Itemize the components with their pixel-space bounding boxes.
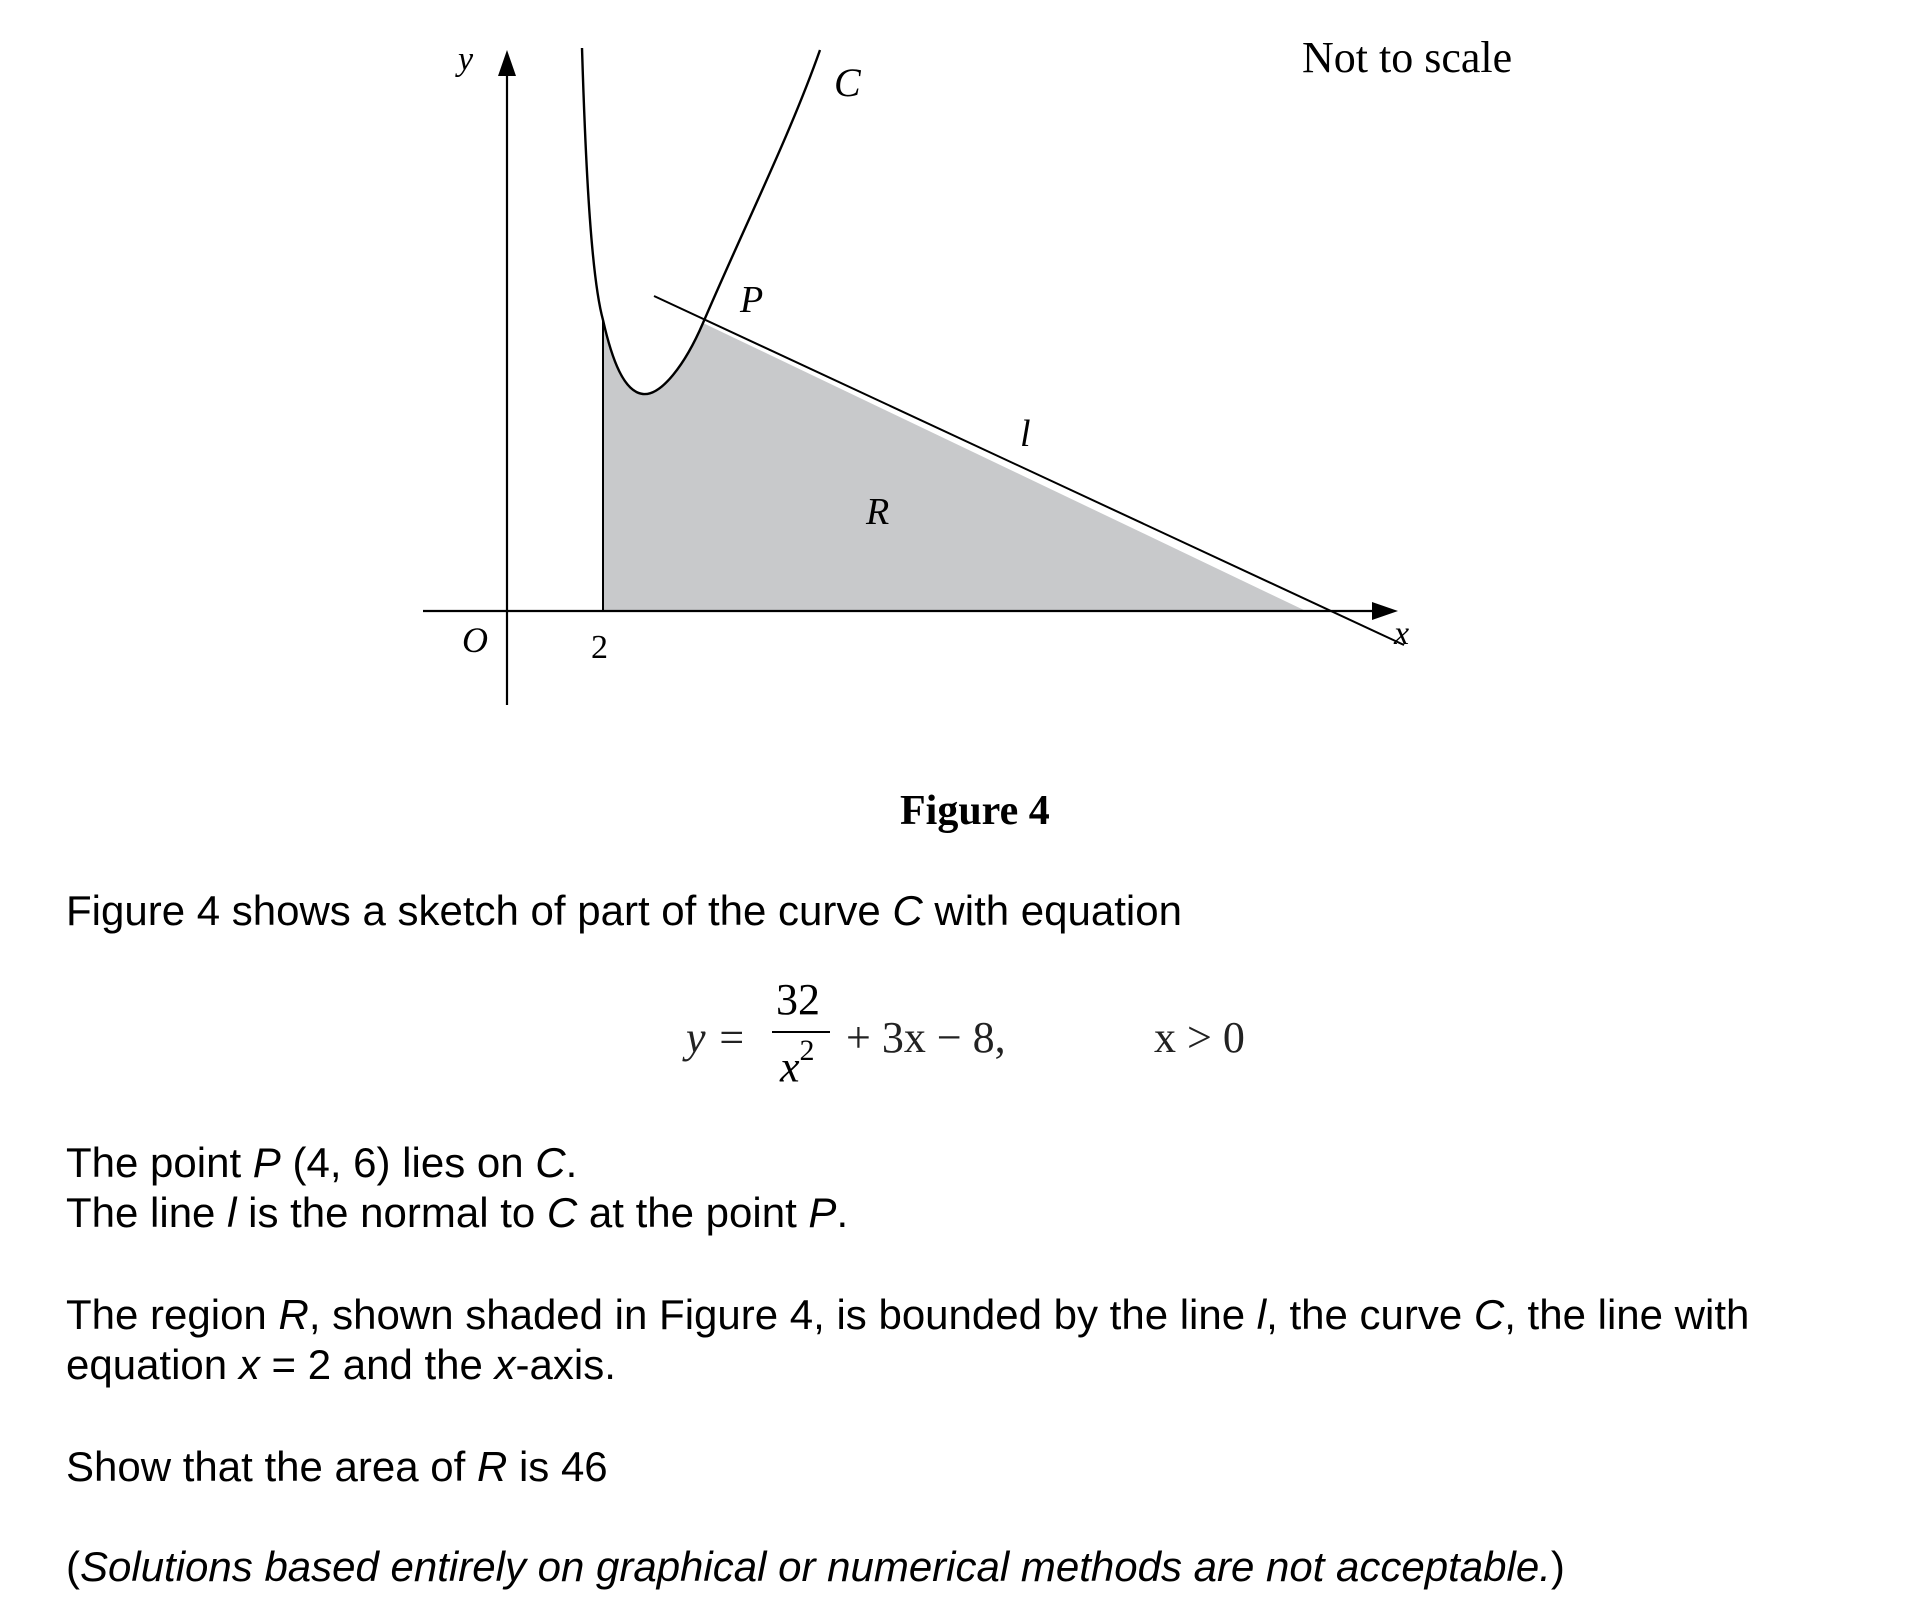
region1-var-c: C — [1473, 1291, 1505, 1338]
show-var-r: R — [476, 1443, 508, 1490]
curve-c-label: C — [834, 60, 861, 105]
line2-a: The line — [66, 1189, 228, 1236]
intro-text-b: with equation — [922, 887, 1182, 934]
tick-label-2: 2 — [591, 629, 608, 666]
region2-b: = 2 and the — [259, 1341, 495, 1388]
line2-c: at the point — [577, 1189, 809, 1236]
line1-a: The point — [66, 1139, 253, 1186]
region1-a: The region — [66, 1291, 279, 1338]
fraction-bar — [772, 1031, 830, 1033]
show-a: Show that the area of — [66, 1443, 477, 1490]
region-r — [603, 320, 1308, 612]
region-r-label: R — [866, 491, 890, 533]
denominator-var: x — [780, 1042, 800, 1092]
region2-c: -axis. — [515, 1341, 616, 1388]
region1-c: , the curve — [1266, 1291, 1474, 1338]
show-b: is 46 — [507, 1443, 608, 1490]
note-close: ) — [1550, 1543, 1565, 1590]
point-p-statement — [66, 1138, 577, 1188]
line2-b: is the normal to — [236, 1189, 547, 1236]
denominator-power: 2 — [799, 1034, 815, 1067]
region1-var-r: R — [278, 1291, 309, 1338]
intro-text — [66, 886, 1182, 936]
line2-var-p: P — [808, 1189, 837, 1236]
region1-d: , the line with — [1504, 1291, 1750, 1338]
not-to-scale-label: Not to scale — [1302, 33, 1513, 82]
region1-var-l: l — [1256, 1291, 1267, 1338]
region2-a: equation — [66, 1341, 239, 1388]
show-that-statement — [66, 1442, 608, 1492]
intro-text-a: Figure 4 shows a sketch of part of the curve — [66, 887, 893, 934]
origin-label: O — [462, 620, 488, 660]
region-statement-line1 — [66, 1290, 1749, 1340]
line1-b: (4, 6) lies on — [280, 1139, 536, 1186]
line1-var-c: C — [535, 1139, 566, 1186]
line2-var-l: l — [227, 1189, 237, 1236]
line1-var-p: P — [252, 1139, 281, 1186]
y-axis-label: y — [458, 41, 474, 78]
method-note — [66, 1542, 1565, 1592]
intro-var-c: C — [892, 887, 923, 934]
line2-d: . — [836, 1189, 849, 1236]
y-axis-arrow — [498, 50, 516, 76]
line1-c: . — [565, 1139, 578, 1186]
line2-var-c: C — [546, 1189, 578, 1236]
equation-domain: x > 0 — [1154, 1013, 1245, 1062]
region-statement-line2 — [66, 1340, 616, 1390]
region2-var-x2: x — [494, 1341, 516, 1388]
region1-b: , shown shaded in Figure 4, is bounded by the line — [308, 1291, 1257, 1338]
equation-denominator — [780, 1034, 815, 1093]
x-axis-label: x — [1394, 615, 1410, 652]
normal-line-statement — [66, 1188, 848, 1238]
figure-caption: Figure 4 — [900, 788, 1050, 834]
point-p-label: P — [740, 279, 764, 321]
region2-var-x: x — [238, 1341, 260, 1388]
equation-rest: + 3x − 8, — [846, 1013, 1006, 1062]
note-italic: Solutions based entirely on graphical or numerical methods are not acceptable. — [80, 1543, 1551, 1590]
equation-numerator: 32 — [776, 975, 820, 1024]
line-l-label: l — [1020, 413, 1031, 455]
note-open: ( — [66, 1543, 80, 1590]
equation-lhs: y = — [686, 1013, 747, 1062]
